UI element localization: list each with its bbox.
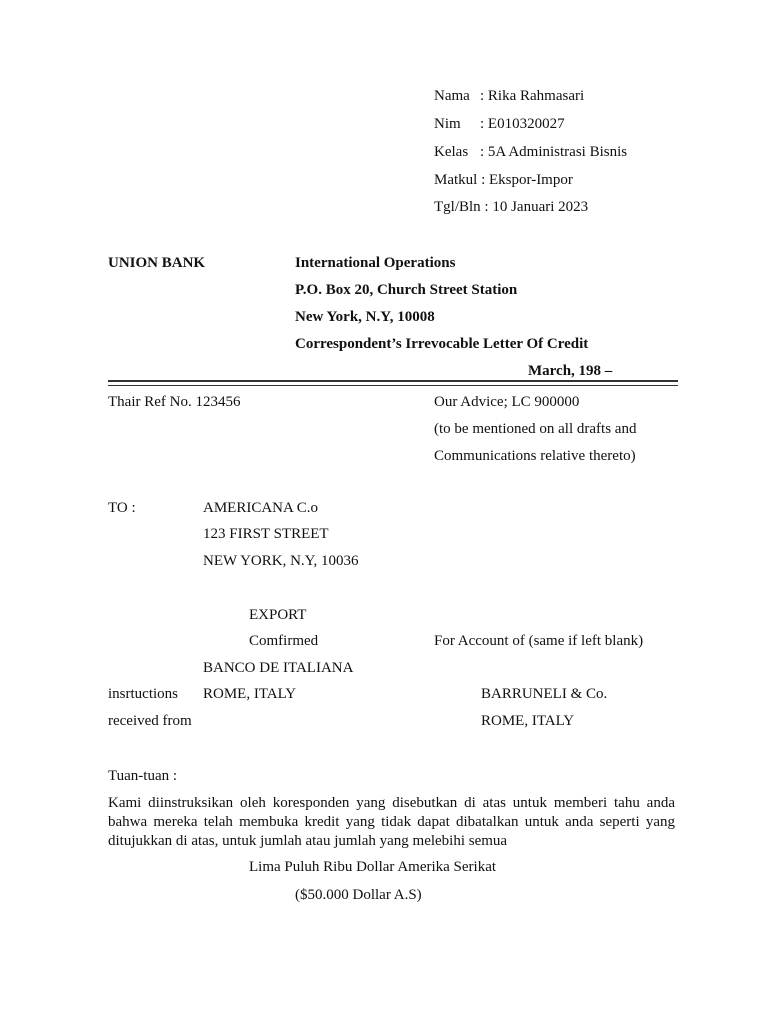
for-account-label: For Account of (same if left blank) <box>434 633 644 649</box>
body-paragraph: Kami diinstruksikan oleh koresponden yang disebutkan di atas untuk memberi tahu anda bahwa mereka telah membuka kredit yang tidak dapat dibatalkan untuk anda seperti yang ditujukkan di atas, untuk jumlah atau jumlah yang melebihi semua <box>108 795 675 849</box>
amount-in-words: Lima Puluh Ribu Dollar Amerika Serikat <box>249 859 497 875</box>
account-city: ROME, ITALY <box>481 713 575 729</box>
advice-note-line: Communications relative thereto) <box>434 448 636 464</box>
advice-note-line: (to be mentioned on all drafts and <box>434 421 637 437</box>
bank-address-line: P.O. Box 20, Church Street Station <box>295 282 518 298</box>
nim-label: Nim <box>434 116 461 132</box>
bank-address-line: New York, N.Y, 10008 <box>295 309 435 325</box>
instructions-label: insrtuctions <box>108 686 178 702</box>
our-advice: Our Advice; LC 900000 <box>434 394 580 410</box>
tanggal-line: Tgl/Bln : 10 Januari 2023 <box>434 199 589 215</box>
bank-name: UNION BANK <box>108 255 206 271</box>
header-divider <box>108 380 678 382</box>
amount-in-figures: ($50.000 Dollar A.S) <box>295 887 422 903</box>
header-divider-thin <box>108 385 678 386</box>
export-label: EXPORT <box>249 607 307 623</box>
kelas-value: : 5A Administrasi Bisnis <box>480 144 628 160</box>
nama-value: : Rika Rahmasari <box>480 88 585 104</box>
bank-address-line: International Operations <box>295 255 456 271</box>
bank-address-line: Correspondent’s Irrevocable Letter Of Credit <box>295 336 589 352</box>
correspondent-bank-city: ROME, ITALY <box>203 686 297 702</box>
account-name: BARRUNELI & Co. <box>481 686 608 702</box>
matkul-line: Matkul : Ekspor-Impor <box>434 172 573 188</box>
their-ref: Thair Ref No. 123456 <box>108 394 241 410</box>
nama-label: Nama <box>434 88 470 104</box>
nim-value: : E010320027 <box>480 116 565 132</box>
recipient-line: 123 FIRST STREET <box>203 526 329 542</box>
received-from-label: received from <box>108 713 192 729</box>
salutation: Tuan-tuan : <box>108 768 178 784</box>
letter-date: March, 198 – <box>528 363 613 379</box>
kelas-label: Kelas <box>434 144 469 160</box>
recipient-line: NEW YORK, N.Y, 10036 <box>203 553 359 569</box>
to-label: TO : <box>108 500 136 516</box>
recipient-line: AMERICANA C.o <box>203 500 319 516</box>
correspondent-bank-name: BANCO DE ITALIANA <box>203 660 354 676</box>
confirmed-label: Comfirmed <box>249 633 319 649</box>
